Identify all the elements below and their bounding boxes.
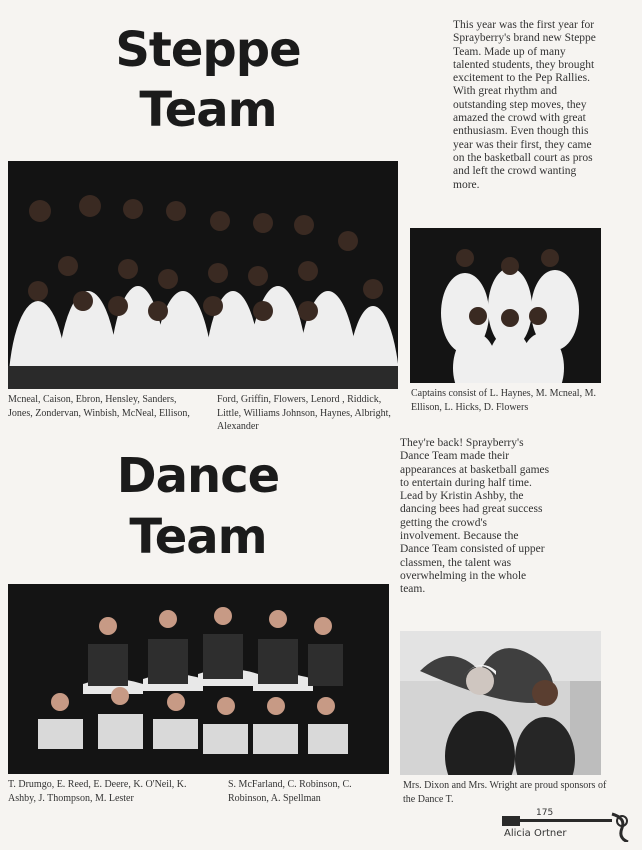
page-number: 175: [536, 808, 554, 818]
steppe-group-caption-right: Ford, Griffin, Flowers, Lenord , Riddick, Little, Williams Johnson, Haynes, Albright, Alexander: [217, 394, 391, 432]
sponsors-caption: Mrs. Dixon and Mrs. Wright are proud sponsors of the Dance T.: [403, 780, 607, 805]
dance-heading-line1: Dance: [116, 448, 280, 504]
dance-sponsors-photo: [400, 631, 601, 775]
dance-heading-line2: Team: [129, 509, 267, 565]
author-credit: Alicia Ortner: [504, 828, 567, 839]
dance-group-caption-left: T. Drumgo, E. Reed, E. Deere, K. O'Neil, K. Ashby, J. Thompson, M. Lester: [8, 779, 187, 804]
steppe-intro-paragraph: This year was the first year for Sprayberry's brand new Steppe Team. Made up of many talented students, they brought excitement to the Pep Rallies. With great rhythm and outstanding step moves, they amazed the crowd with great enthusiasm. Even though this year was their first, they came on the basketball court as pros and left the crowd wanting more.: [453, 19, 596, 191]
dance-team-heading: [98, 448, 298, 565]
steppe-team-group-photo: [8, 161, 398, 389]
dance-intro-paragraph: They're back! Sprayberry's Dance Team made their appearances at basketball games to entertain during half time. Lead by Kristin Ashby, the dancing bees had great success getting the crowd's involvement. Because the Dance Team consisted of upper classmen, the talent was overwhelming in the whole team.: [400, 437, 550, 596]
captains-caption: Captains consist of L. Haynes, M. Mcneal, M. Ellison, L. Hicks, D. Flowers: [411, 388, 596, 413]
steppe-heading-line2: Team: [139, 82, 277, 138]
steppe-captains-photo: [410, 228, 601, 383]
steppe-heading-line1: Steppe: [115, 22, 301, 78]
dance-group-caption-right: S. McFarland, C. Robinson, C. Robinson, A. Spellman: [228, 779, 352, 804]
dance-team-group-photo: [8, 584, 389, 774]
steppe-team-heading: [108, 22, 308, 138]
steppe-group-caption-left: Mcneal, Caison, Ebron, Hensley, Sanders, Jones, Zondervan, Winbish, McNeal, Ellison,: [8, 394, 190, 419]
